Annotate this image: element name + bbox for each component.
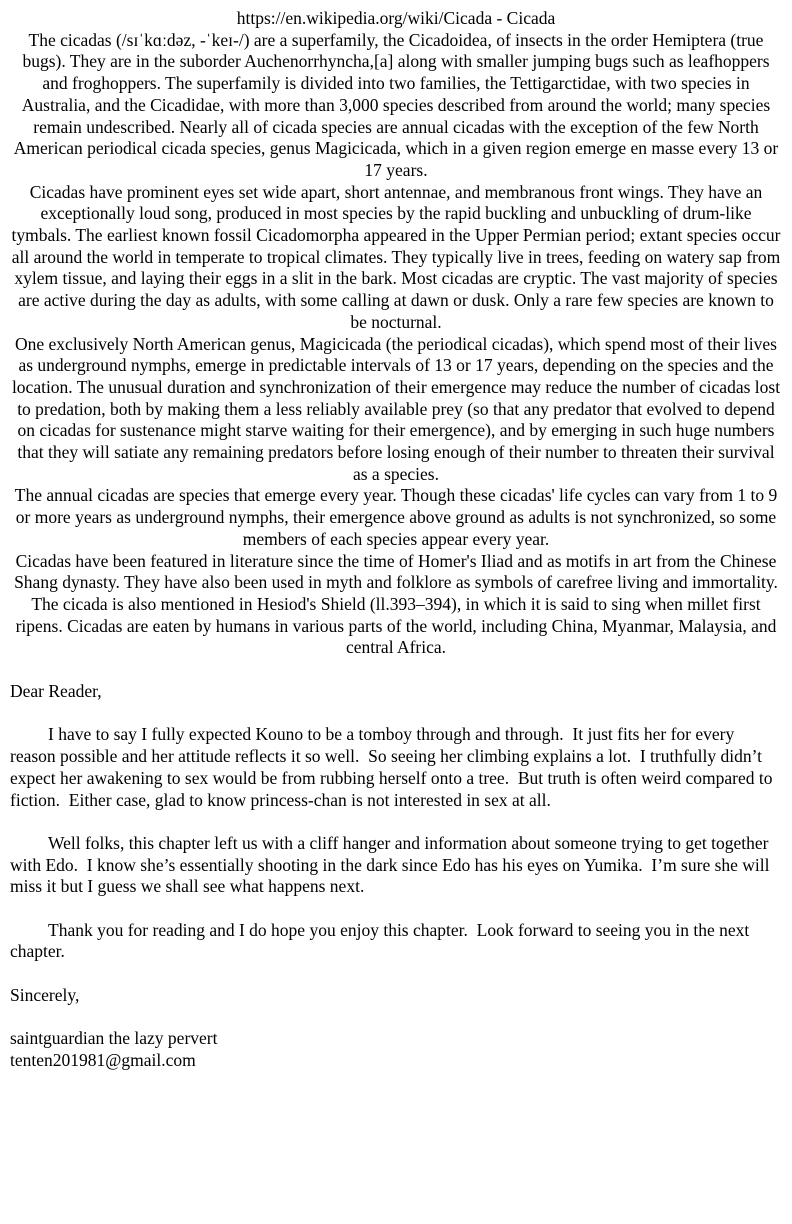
signature-name: saintguardian the lazy pervert	[10, 1028, 218, 1049]
wiki-paragraph-3: One exclusively North American genus, Magicicada (the periodical cicadas), which spend most of their lives as underground nymphs, emerge in predictable intervals of 13 or 17 years, depending on the species and the location. The unusual duration and synchronization of their emergence may reduce the number of cicadas lost to predation, both by making them a less reliably available prey (so that any predator that evolved to depend on cicadas for sustenance might starve waiting for their emergence), and by emerging in such huge numbers that they will satiate any remaining predators before losing enough of their number to threaten their survival as a species.	[11, 333, 781, 484]
letter-salutation: Dear Reader,	[10, 681, 102, 702]
wiki-paragraph-2: Cicadas have prominent eyes set wide apart, short antennae, and membranous front wings. They have an exceptionally loud song, produced in most species by the rapid buckling and unbuckling of drum-like tymbals. The earliest known fossil Cicadomorpha appeared in the Upper Permian period; extant species occur all around the world in temperate to tropical climates. They typically live in trees, feeding on watery sap from xylem tissue, and laying their eggs in a slit in the bark. Most cicadas are cryptic. The vast majority of species are active during the day as adults, with some calling at dawn or dusk. Only a rare few species are known to be nocturnal.	[11, 181, 781, 332]
letter-paragraph-1: I have to say I fully expected Kouno to be a tomboy through and through. It just fits her for every reason possible and her attitude reflects it so well. So seeing her climbing explains a lot. I truthfully didn’t expect her awakening to sex would be from rubbing herself onto a tree. But truth is often weird compared to fiction. Either case, glad to know princess-chan is not interested in sex at all.	[10, 724, 777, 810]
wiki-paragraph-4: The annual cicadas are species that emerge every year. Though these cicadas' life cycles can vary from 1 to 9 or more years as underground nymphs, their emergence above ground as adults is not synchronized, so some members of each species appear every year.	[14, 485, 778, 549]
signature-block	[10, 1028, 782, 1071]
letter-paragraph-3: Thank you for reading and I do hope you enjoy this chapter. Look forward to seeing you in the next chapter.	[10, 919, 754, 962]
letter-paragraph-2: Well folks, this chapter left us with a cliff hanger and information about someone trying to get together with Edo. I know she’s essentially shooting in the dark since Edo has his eyes on Yumika. I’m sure she will miss it but I guess we shall see what happens next.	[10, 832, 774, 897]
wiki-excerpt-section	[10, 30, 782, 659]
wiki-paragraph-5: Cicadas have been featured in literature since the time of Homer's Iliad and as motifs in art from the Chinese Shang dynasty. They have also been used in myth and folklore as symbols of carefree living and immortality. The cicada is also mentioned in Hesiod's Shield (ll.393–394), in which it is said to sing when millet first ripens. Cicadas are eaten by humans in various parts of the world, including China, Myanmar, Malaysia, and central Africa.	[14, 550, 778, 658]
wiki-paragraph-1: The cicadas (/sɪˈkɑːdəz, -ˈkeɪ-/) are a superfamily, the Cicadoidea, of insects in the order Hemiptera (true bugs). They are in the suborder Auchenorrhyncha,[a] along with smaller jumping bugs such as leafhoppers and froghoppers. The superfamily is divided into two families, the Tettigarctidae, with two species in Australia, and the Cicadidae, with more than 3,000 species described from around the world; many species remain undescribed. Nearly all of cicada species are annual cicadas with the exception of the few North American periodical cicada species, genus Magicicada, which in a given region emerge en masse every 13 or 17 years.	[13, 29, 779, 180]
signature-email: tenten201981@gmail.com	[10, 1049, 196, 1070]
letter-closing: Sincerely,	[10, 984, 80, 1005]
translator-letter-section	[10, 681, 782, 1072]
document-source-url-title: https://en.wikipedia.org/wiki/Cicada - Cicada	[236, 8, 556, 28]
